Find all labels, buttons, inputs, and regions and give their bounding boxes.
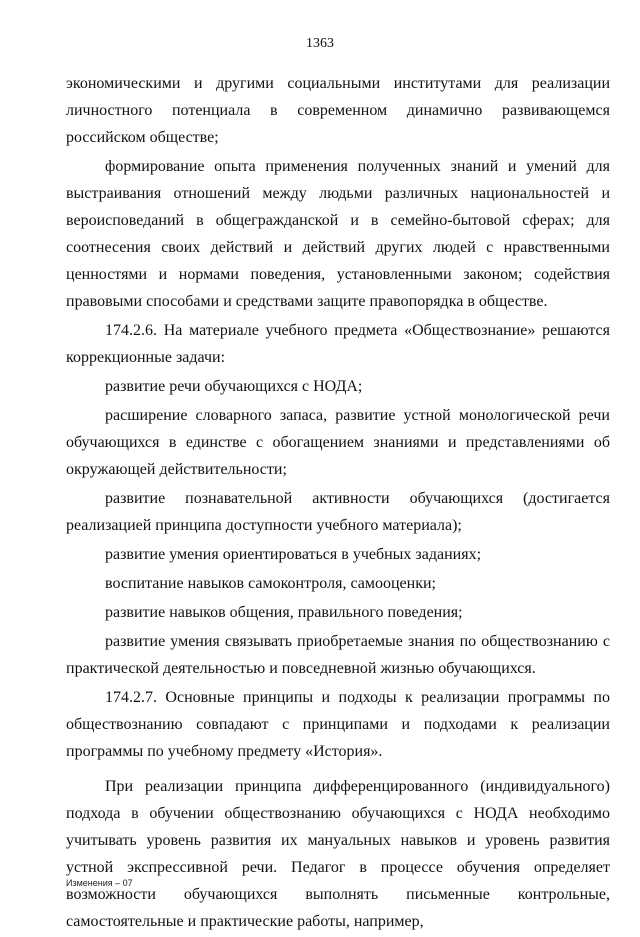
page-body	[66, 70, 610, 937]
paragraph-self-control: воспитание навыков самоконтроля, самооценки;	[105, 575, 436, 592]
footer-revision-note: Изменения – 07	[66, 878, 133, 888]
paragraph-knowledge-link: развитие умения связывать приобретаемые знания по обществознанию с практической деятельностью и повседневной жизнью обучающихся.	[66, 633, 610, 677]
paragraph-section-174-2-6: 174.2.6. На материале учебного предмета «Обществознание» решаются коррекционные задачи:	[66, 322, 610, 366]
paragraph-speech-development: развитие речи обучающихся с НОДА;	[105, 378, 363, 395]
paragraph-cognitive-activity: развитие познавательной активности обучающихся (достигается реализацией принципа доступности учебного материала);	[66, 490, 610, 534]
paragraph-formation: формирование опыта применения полученных знаний и умений для выстраивания отношений между людьми различных национальностей и вероисповеданий в общегражданской и в семейно-бытовой сферах; для соотнесения своих действий и действий других людей с нравственными ценностями и нормами поведения, установленными законом; содействия правовыми способами и средствами защите правопорядка в обществе.	[66, 158, 610, 310]
paragraph-continuation: экономическими и другими социальными институтами для реализации личностного потенциала в современном динамично развивающемся российском обществе;	[66, 75, 610, 146]
paragraph-section-174-2-7: 174.2.7. Основные принципы и подходы к реализации программы по обществознанию совпадают с принципами и подходами к реализации программы по учебному предмету «История».	[66, 689, 610, 760]
paragraph-vocabulary: расширение словарного запаса, развитие устной монологической речи обучающихся в единстве с обогащением знаниями и представлениями об окружающей действительности;	[66, 407, 610, 478]
paragraph-orientation: развитие умения ориентироваться в учебных заданиях;	[105, 546, 482, 563]
page-number: 1363	[306, 36, 334, 51]
paragraph-communication: развитие навыков общения, правильного поведения;	[105, 604, 463, 621]
paragraph-differentiated-approach: При реализации принципа дифференцированного (индивидуального) подхода в обучении обществознанию обучающихся с НОДА необходимо учитывать уровень развития их мануальных навыков и уровень развития устной экспрессивной речи. Педагог в процессе обучения определяет возможности обучающихся выполнять письменные контрольные, самостоятельные и практические работы, например,	[66, 778, 610, 930]
